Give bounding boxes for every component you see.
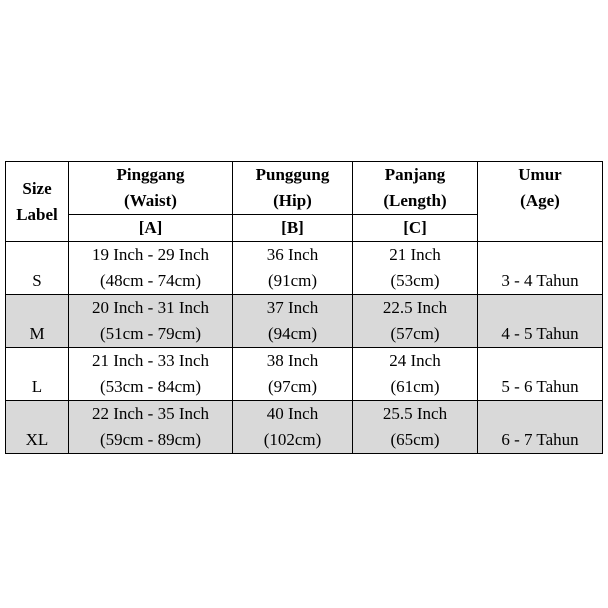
table-row: [6, 295, 603, 348]
waist-cell: 20 Inch - 31 Inch (51cm - 79cm): [69, 295, 233, 348]
size-cell: S: [6, 242, 69, 295]
length-cell: 24 Inch (61cm): [353, 348, 478, 401]
length-cell: 21 Inch (53cm): [353, 242, 478, 295]
size-chart-table: [5, 161, 603, 454]
age-cell: 4 - 5 Tahun: [478, 295, 603, 348]
hip-cell: 36 Inch (91cm): [233, 242, 353, 295]
length-cell: 25.5 Inch (65cm): [353, 401, 478, 454]
header-length: Panjang (Length): [353, 162, 478, 215]
waist-cell: 22 Inch - 35 Inch (59cm - 89cm): [69, 401, 233, 454]
table-row: [6, 242, 603, 295]
hip-cell: 38 Inch (97cm): [233, 348, 353, 401]
hip-cell: 37 Inch (94cm): [233, 295, 353, 348]
table-body: [6, 242, 603, 454]
header-size-label: Size Label: [6, 162, 69, 242]
length-cell: 22.5 Inch (57cm): [353, 295, 478, 348]
header-age: Umur (Age): [478, 162, 603, 242]
table-row: [6, 401, 603, 454]
size-cell: M: [6, 295, 69, 348]
waist-cell: 19 Inch - 29 Inch (48cm - 74cm): [69, 242, 233, 295]
age-cell: 6 - 7 Tahun: [478, 401, 603, 454]
age-cell: 5 - 6 Tahun: [478, 348, 603, 401]
sub-header-waist: [A]: [69, 215, 233, 242]
hip-cell: 40 Inch (102cm): [233, 401, 353, 454]
header-hip: Punggung (Hip): [233, 162, 353, 215]
size-cell: XL: [6, 401, 69, 454]
header-waist: Pinggang (Waist): [69, 162, 233, 215]
waist-cell: 21 Inch - 33 Inch (53cm - 84cm): [69, 348, 233, 401]
age-cell: 3 - 4 Tahun: [478, 242, 603, 295]
size-cell: L: [6, 348, 69, 401]
table-row: [6, 348, 603, 401]
header-row: [6, 162, 603, 215]
sub-header-length: [C]: [353, 215, 478, 242]
sub-header-hip: [B]: [233, 215, 353, 242]
